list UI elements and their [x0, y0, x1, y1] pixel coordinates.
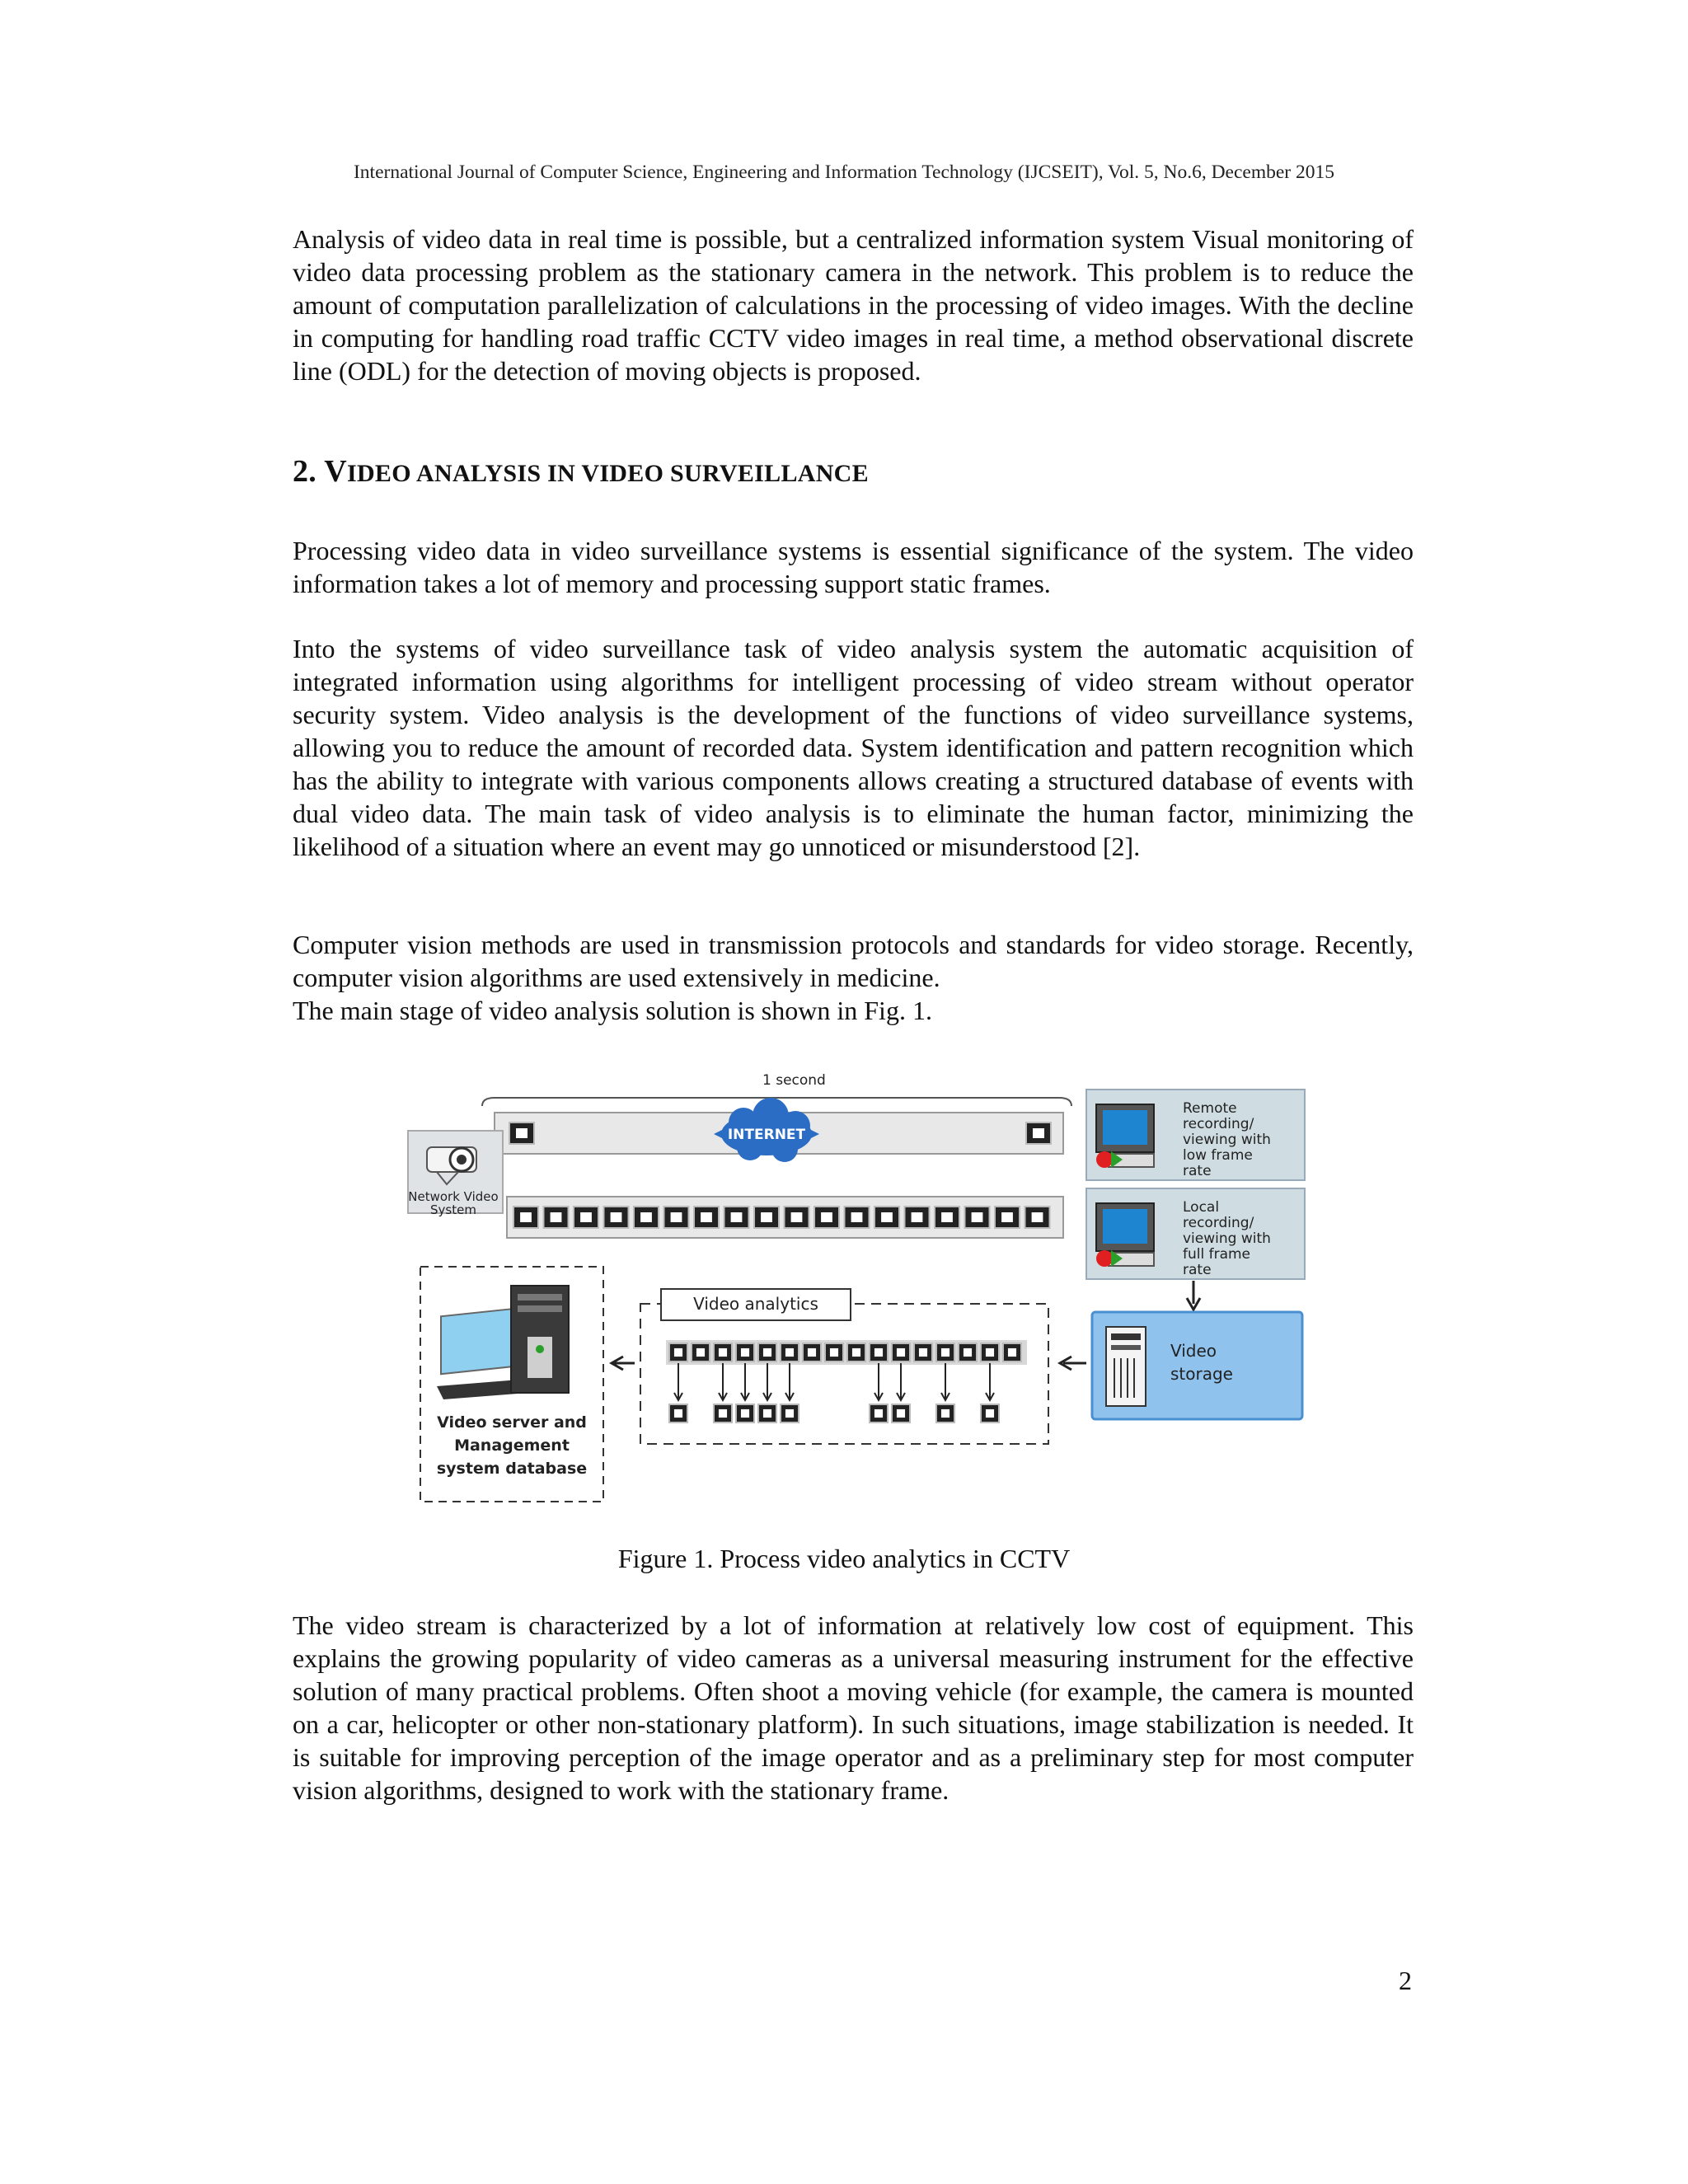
server-line-3: system database: [436, 1460, 588, 1478]
section-number: 2.: [293, 454, 317, 489]
frame-icon-inner: [640, 1212, 652, 1222]
frame-icon-inner: [761, 1212, 772, 1222]
frame-icon-inner: [1001, 1212, 1013, 1222]
remote-line-4: low frame: [1183, 1147, 1253, 1164]
frame-icon-inner: [986, 1348, 994, 1357]
section-title-initial: V: [324, 454, 347, 489]
section-body-1: [293, 534, 1414, 600]
network-video-label: Network Video: [408, 1189, 499, 1204]
local-line-2: recording/: [1183, 1215, 1254, 1231]
frame-icon-inner: [763, 1348, 771, 1357]
figure-video-analytics: [404, 1065, 1311, 1510]
frame-icon-inner: [551, 1212, 562, 1222]
frame-icon-inner: [919, 1348, 927, 1357]
analytics-selection-arrows: [669, 1363, 999, 1422]
frame-icon-inner: [941, 1409, 950, 1418]
frame-icon-inner: [808, 1348, 816, 1357]
system-label: System: [430, 1202, 476, 1217]
frame-icon-inner: [611, 1212, 622, 1222]
closing-paragraph: The video stream is characterized by a lot of information at relatively low cost of equipment. This explains the growing popularity of video cameras as a universal measuring instrument for the effective solution of many practical problems. Often shoot a moving vehicle (for example, the camera is mounted on a car, helicopter or other non-stationary platform). In such situations, image stabilization is needed. It is suitable for improving perception of the image operator and as a preliminary step for most computer vision algorithms, designed to work with the stationary frame.: [293, 1610, 1414, 1805]
monitor-icon: [1096, 1203, 1154, 1267]
paragraph-computer-vision: Computer vision methods are used in transmission protocols and standards for video storage. Recently, computer vision algorithms are used extensively in medicine.: [293, 930, 1414, 992]
frame-icon-inner: [941, 1212, 953, 1222]
frame-icon-inner: [516, 1128, 528, 1138]
frame-icon-inner: [821, 1212, 832, 1222]
frame-icon-inner: [580, 1212, 592, 1222]
local-line-4: full frame: [1183, 1246, 1251, 1263]
frame-icon-inner: [941, 1348, 950, 1357]
page-number: 2: [1399, 1966, 1412, 1995]
frame-icon-inner: [785, 1409, 794, 1418]
frame-icon-inner: [763, 1409, 771, 1418]
frame-icon-inner: [881, 1212, 893, 1222]
frame-icon-inner: [785, 1348, 794, 1357]
storage-line-2: storage: [1170, 1364, 1233, 1384]
frame-icon-inner: [912, 1212, 923, 1222]
frame-icon-inner: [972, 1212, 983, 1222]
frame-icon-inner: [1008, 1348, 1016, 1357]
frame-icon-inner: [851, 1212, 863, 1222]
remote-line-5: rate: [1183, 1163, 1212, 1179]
intro-block: [293, 223, 1414, 387]
intro-paragraph: Analysis of video data in real time is possible, but a centralized information system Visual monitoring of video data processing problem as the stationary camera in the network. This problem is to reduce the amount of computation parallelization of calculations in the processing of video images. With the decline in computing for handling road traffic CCTV video images in real time, a method observational discrete line (ODL) for the detection of moving objects is proposed.: [293, 224, 1414, 386]
frame-icon-inner: [741, 1409, 749, 1418]
video-analytics-label: Video analytics: [693, 1294, 818, 1314]
frame-icon-inner: [741, 1348, 749, 1357]
frame-icon-inner: [719, 1348, 727, 1357]
section-body-3: [293, 928, 1414, 1027]
frame-icon-inner: [701, 1212, 712, 1222]
local-line-1: Local: [1183, 1199, 1220, 1216]
frame-icon-inner: [964, 1348, 972, 1357]
frame-icon-inner: [674, 1348, 682, 1357]
frame-icon-inner: [986, 1409, 994, 1418]
section-title-rest: IDEO ANALYSIS IN VIDEO SURVEILLANCE: [346, 460, 869, 487]
frame-icon-inner: [520, 1212, 532, 1222]
journal-header: International Journal of Computer Science, Engineering and Information Technology (IJCSEIT), Vol. 5, No.6, December 2015: [353, 162, 1335, 183]
frame-icon-inner: [674, 1409, 682, 1418]
paragraph-processing: Processing video data in video surveillance systems is essential significance of the system. The video information takes a lot of memory and processing support static frames.: [293, 536, 1414, 598]
frame-icon-inner: [1032, 1212, 1043, 1222]
monitor-icon: [1096, 1104, 1154, 1168]
frame-icon-inner: [830, 1348, 838, 1357]
server-line-1: Video server and: [437, 1413, 587, 1432]
paragraph-main-stage: The main stage of video analysis solution is shown in Fig. 1.: [293, 996, 932, 1025]
frame-icon-inner: [731, 1212, 743, 1222]
remote-line-2: recording/: [1183, 1116, 1254, 1132]
server-tower-icon: [1106, 1327, 1146, 1406]
figure-caption: Figure 1. Process video analytics in CCTV: [617, 1544, 1071, 1573]
frame-icon-inner: [897, 1348, 905, 1357]
frame-icon-inner: [696, 1348, 705, 1357]
server-line-2: Management: [454, 1436, 570, 1455]
local-line-5: rate: [1183, 1262, 1212, 1278]
local-line-3: viewing with: [1183, 1230, 1271, 1247]
section-body-2: [293, 632, 1414, 863]
computer-icon: [437, 1286, 569, 1399]
frame-icon-inner: [1033, 1128, 1044, 1138]
frame-icon-inner: [874, 1348, 883, 1357]
frame-icon-inner: [874, 1409, 883, 1418]
storage-line-1: Video: [1170, 1341, 1217, 1361]
closing-block: [293, 1609, 1414, 1807]
one-second-label: 1 second: [762, 1072, 826, 1089]
remote-line-1: Remote: [1183, 1100, 1237, 1117]
frame-icon-inner: [791, 1212, 803, 1222]
figure-diagram: [404, 1065, 1311, 1510]
frame-icon-inner: [719, 1409, 727, 1418]
internet-label: INTERNET: [727, 1127, 806, 1143]
paragraph-systems: Into the systems of video surveillance task of video analysis system the automatic acquisition of integrated information using algorithms for intelligent processing of video stream without operator security system. Video analysis is the development of the functions of video surveillance systems, allowing you to reduce the amount of recorded data. System identification and pattern recognition which has the ability to integrate with various components allows creating a structured database of events with dual video data. The main task of video analysis is to eliminate the human factor, minimizing the likelihood of a situation where an event may go unnoticed or misunderstood [2].: [293, 634, 1414, 861]
remote-line-3: viewing with: [1183, 1132, 1271, 1148]
section-heading: [293, 453, 869, 490]
frame-icon-inner: [852, 1348, 860, 1357]
frame-icon-inner: [897, 1409, 905, 1418]
frame-icon-inner: [671, 1212, 682, 1222]
